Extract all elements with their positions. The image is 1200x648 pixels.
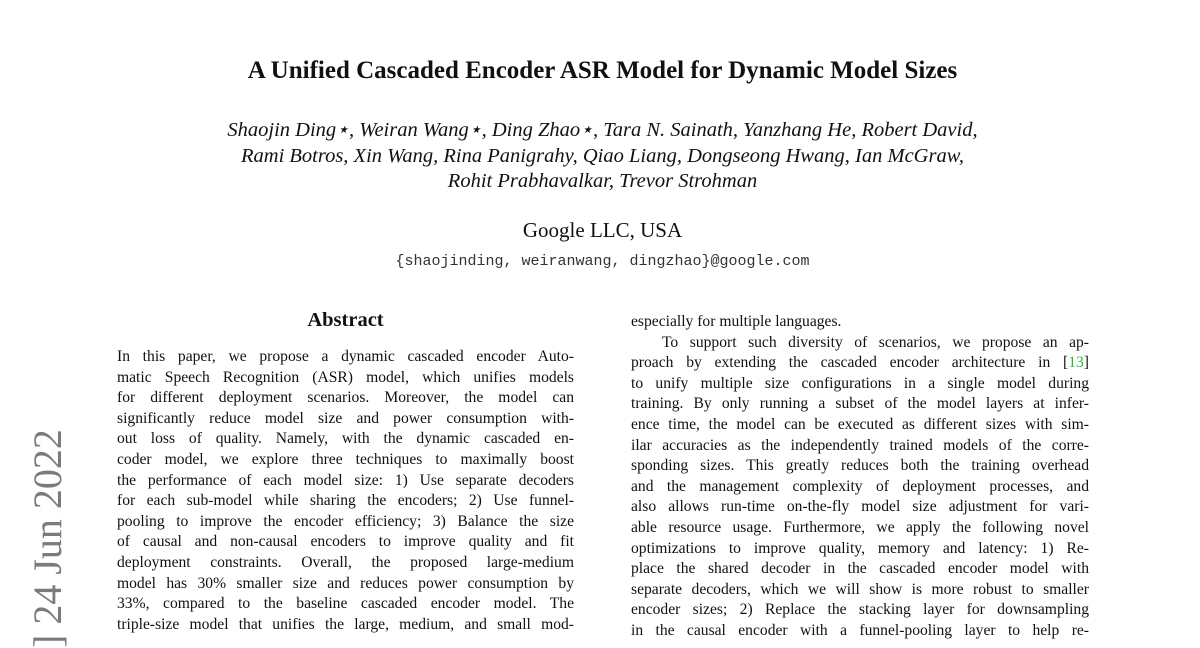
text-line: able resource usage. Furthermore, we apply the following novel <box>631 518 1089 536</box>
text-line: ilar accuracies as the independently trained models of the corre- <box>631 436 1089 454</box>
text-line: the performance of each model size: 1) Use separate decoders <box>117 471 574 489</box>
abstract-heading: Abstract <box>307 309 384 331</box>
author-list <box>0 118 1200 195</box>
paper-title: A Unified Cascaded Encoder ASR Model for Dynamic Model Sizes <box>247 57 958 84</box>
text-segment: proach by extending the cascaded encoder architecture in [ <box>631 354 1069 372</box>
author-line: Rohit Prabhavalkar, Trevor Strohman <box>447 170 758 192</box>
text-line: training. By only running a subset of the model layers at infer- <box>631 395 1089 413</box>
text-line: model has 30% smaller size and reduces power consumption by <box>117 574 574 592</box>
text-line: place the shared decoder in the cascaded encoder model with <box>631 560 1089 578</box>
text-line: deployment constraints. Overall, the proposed large-medium <box>117 553 574 571</box>
text-line: triple-size model that unifies the large, medium, and small mod- <box>117 615 574 633</box>
author-emails: {shaojinding, weiranwang, dingzhao}@google.com <box>395 253 810 270</box>
text-line: significantly reduce model size and power consumption with- <box>117 409 574 427</box>
text-line: matic Speech Recognition (ASR) model, which unifies models <box>117 368 574 386</box>
text-line-with-citation <box>631 353 1089 374</box>
author-line: Shaojin Ding⋆, Weiran Wang⋆, Ding Zhao⋆, Tara N. Sainath, Yanzhang He, Robert David, <box>227 119 978 141</box>
citation-link[interactable]: 13 <box>1068 354 1084 372</box>
text-line: ence time, the model can be executed as different sizes with sim- <box>631 415 1089 433</box>
text-line: especially for multiple languages. <box>631 313 842 330</box>
arxiv-identifier-stamp: ] 24 Jun 2022 <box>25 429 70 648</box>
text-line: In this paper, we propose a dynamic cascaded encoder Auto- <box>117 348 574 365</box>
text-line: 33%, compared to the baseline cascaded encoder model. The <box>117 595 574 613</box>
text-line: encoder sizes; 2) Replace the stacking layer for downsampling <box>631 601 1089 619</box>
abstract-text <box>117 347 574 635</box>
text-line: coder model, we explore three techniques to maximally boost <box>117 450 574 468</box>
text-line: of causal and non-causal encoders to improve quality and fit <box>117 533 574 551</box>
text-line: for different deployment scenarios. Moreover, the model can <box>117 389 574 407</box>
text-line: out loss of quality. Namely, with the dynamic cascaded en- <box>117 430 574 448</box>
affiliation: Google LLC, USA <box>522 218 683 242</box>
text-line: pooling to improve the encoder efficiency; 3) Balance the size <box>117 512 574 530</box>
text-segment: ] <box>1083 354 1089 372</box>
text-line: to unify multiple size configurations in a single model during <box>631 374 1089 392</box>
text-line: optimizations to improve quality, memory and latency: 1) Re- <box>631 539 1089 557</box>
text-line: separate decoders, which we will show is more robust to smaller <box>631 580 1089 598</box>
text-line: also allows run-time on-the-fly model size adjustment for vari- <box>631 498 1089 516</box>
introduction-text <box>631 312 1089 642</box>
paragraph-first-line: To support such diversity of scenarios, we propose an ap- <box>662 333 1089 351</box>
text-line: and the management complexity of deployment processes, and <box>631 477 1089 495</box>
text-line: sponding sizes. This greatly reduces both the training overhead <box>631 457 1089 475</box>
text-line: in the causal encoder with a funnel-pooling layer to help re- <box>631 621 1089 639</box>
author-line: Rami Botros, Xin Wang, Rina Panigrahy, Qiao Liang, Dongseong Hwang, Ian McGraw, <box>241 144 964 167</box>
text-line: for each sub-model while sharing the encoders; 2) Use funnel- <box>117 492 574 510</box>
